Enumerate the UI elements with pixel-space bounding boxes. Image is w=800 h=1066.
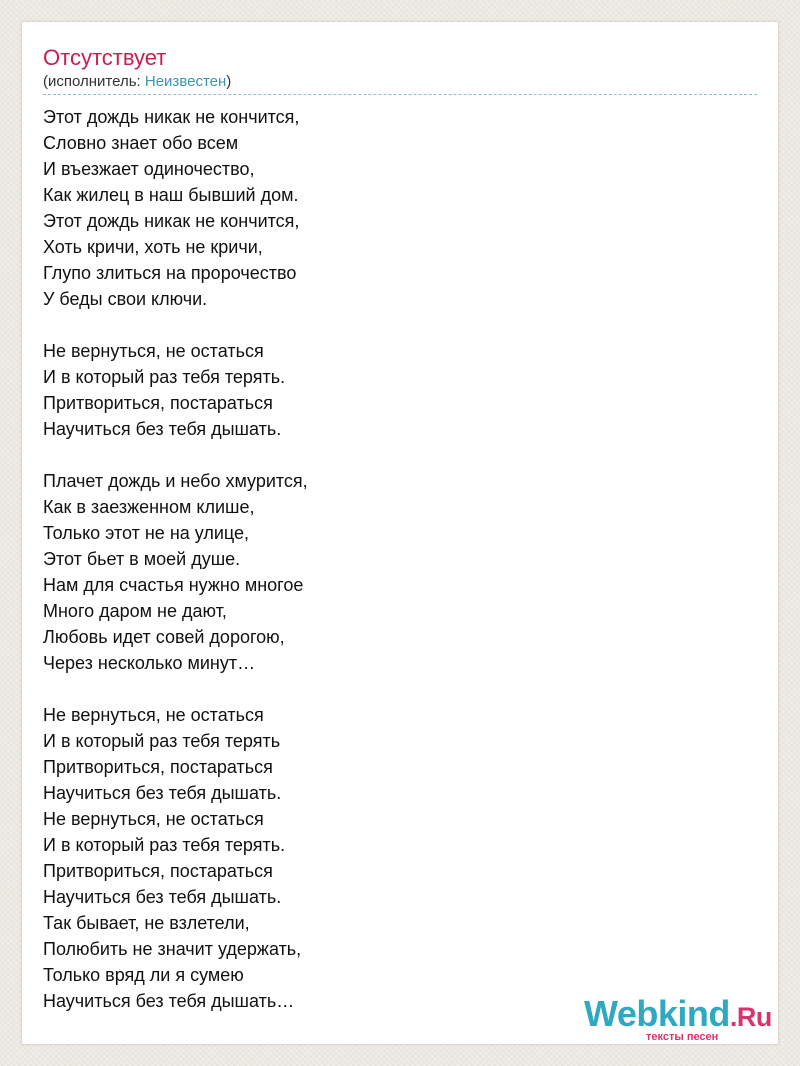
lyrics-stanza <box>43 702 308 1014</box>
lyrics-line: И в который раз тебя терять <box>43 731 281 751</box>
artist-line <box>43 73 231 91</box>
lyrics-line: Глупо злиться на пророчество <box>43 263 297 283</box>
lyrics-line: Научиться без тебя дышать… <box>43 991 295 1011</box>
lyrics-line: Научиться без тебя дышать. <box>43 419 282 439</box>
lyrics-line: Притвориться, постараться <box>43 757 273 777</box>
lyrics-line: Словно знает обо всем <box>43 133 239 153</box>
artist-link[interactable]: Неизвестен <box>144 73 227 90</box>
lyrics-line: Научиться без тебя дышать. <box>43 783 282 803</box>
lyrics-line: Много даром не дают, <box>43 601 227 621</box>
lyrics-line: Плачет дождь и небо хмурится, <box>43 471 308 491</box>
lyrics-line: Этот дождь никак не кончится, <box>43 107 300 127</box>
lyrics-stanza <box>43 104 308 312</box>
lyrics-line: Как жилец в наш бывший дом. <box>43 185 299 205</box>
lyrics-stanza <box>43 468 308 676</box>
lyrics-line: Только этот не на улице, <box>43 523 250 543</box>
lyrics-line: Хоть кричи, хоть не кричи, <box>43 237 263 257</box>
lyrics-line: Притвориться, постараться <box>43 393 273 413</box>
lyrics-line: Научиться без тебя дышать. <box>43 887 282 907</box>
lyrics-line: И в который раз тебя терять. <box>43 367 286 387</box>
lyrics-line: Через несколько минут… <box>43 653 256 673</box>
lyrics-text <box>43 104 308 1014</box>
lyrics-line: Только вряд ли я сумею <box>43 965 244 985</box>
lyrics-line: Этот дождь никак не кончится, <box>43 211 300 231</box>
logo-tld: .Ru <box>729 1002 772 1032</box>
lyrics-line: Полюбить не значит удержать, <box>43 939 302 959</box>
lyrics-line: И въезжает одиночество, <box>43 159 255 179</box>
lyrics-line: Притвориться, постараться <box>43 861 273 881</box>
artist-prefix: (исполнитель: <box>43 73 145 90</box>
lyrics-card <box>21 21 779 1045</box>
webkind-logo[interactable] <box>584 994 776 1044</box>
lyrics-line: Не вернуться, не остаться <box>43 341 264 361</box>
lyrics-line: Так бывает, не взлетели, <box>43 913 250 933</box>
song-title: Отсутствует <box>43 45 167 70</box>
lyrics-line: Любовь идет совей дорогою, <box>43 627 285 647</box>
lyrics-line: И в который раз тебя терять. <box>43 835 286 855</box>
lyrics-line: Как в заезженном клише, <box>43 497 255 517</box>
lyrics-line: Этот бьет в моей душе. <box>43 549 241 569</box>
lyrics-line: У беды свои ключи. <box>43 289 208 309</box>
logo-tagline: тексты песен <box>646 1031 719 1043</box>
lyrics-line: Не вернуться, не остаться <box>43 705 264 725</box>
lyrics-stanza <box>43 338 308 442</box>
artist-suffix: ) <box>226 73 232 90</box>
logo-word: Webkind <box>584 993 730 1034</box>
lyrics-line: Не вернуться, не остаться <box>43 809 264 829</box>
lyrics-line: Нам для счастья нужно многое <box>43 575 304 595</box>
dashed-divider <box>43 94 757 95</box>
